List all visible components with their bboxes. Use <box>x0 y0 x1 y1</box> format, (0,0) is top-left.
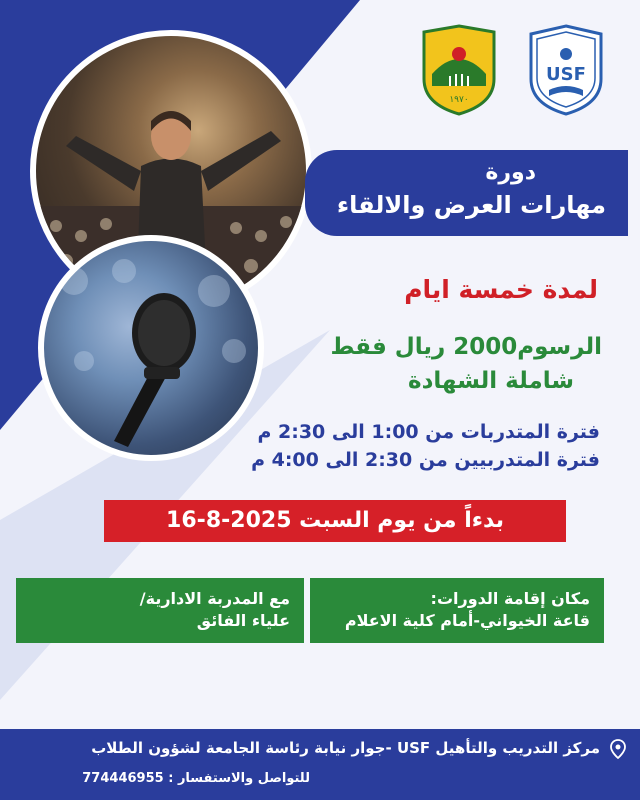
course-label: دورة <box>485 160 536 185</box>
session-times <box>251 418 600 474</box>
sanaa-logo-year: ١٩٧٠ <box>449 95 469 105</box>
usf-logo <box>527 24 605 116</box>
course-duration: لمدة خمسة ايام <box>404 275 598 304</box>
location-pin-icon <box>610 739 626 759</box>
venue-value: قاعة الخيواني-أمام كلية الاعلام <box>344 611 590 630</box>
usf-logo-text: USF <box>546 64 586 85</box>
trainer-name: علياء الفائق <box>196 611 290 630</box>
fees-includes: شاملة الشهادة <box>408 368 574 394</box>
female-session-time: فترة المتدربات من 1:00 الى 2:30 م <box>257 421 600 443</box>
microphone-photo <box>38 235 264 461</box>
contact-label: للتواصل والاستفسار : <box>168 771 310 786</box>
contact-phone[interactable]: 774446955 <box>82 771 164 786</box>
trainer-box <box>16 578 304 643</box>
footer-address: مركز التدريب والتأهيل USF -جوار نيابة رئاسة الجامعة لشؤون الطلاب <box>91 739 600 757</box>
course-title-banner <box>305 150 628 236</box>
venue-label: مكان إقامة الدورات: <box>430 589 590 608</box>
fees-amount: الرسوم2000 ريال فقط <box>330 334 602 360</box>
start-date-banner: بدءاً من يوم السبت 2025-8-16 <box>104 500 566 542</box>
venue-box <box>310 578 604 643</box>
course-title: مهارات العرض والالقاء <box>336 191 606 219</box>
footer-contact <box>82 771 310 786</box>
footer <box>0 729 640 800</box>
trainer-label: مع المدربة الادارية/ <box>139 589 290 608</box>
male-session-time: فترة المتدربيين من 2:30 الى 4:00 م <box>251 449 600 471</box>
course-fees <box>331 330 602 398</box>
sanaa-university-logo <box>420 24 498 116</box>
